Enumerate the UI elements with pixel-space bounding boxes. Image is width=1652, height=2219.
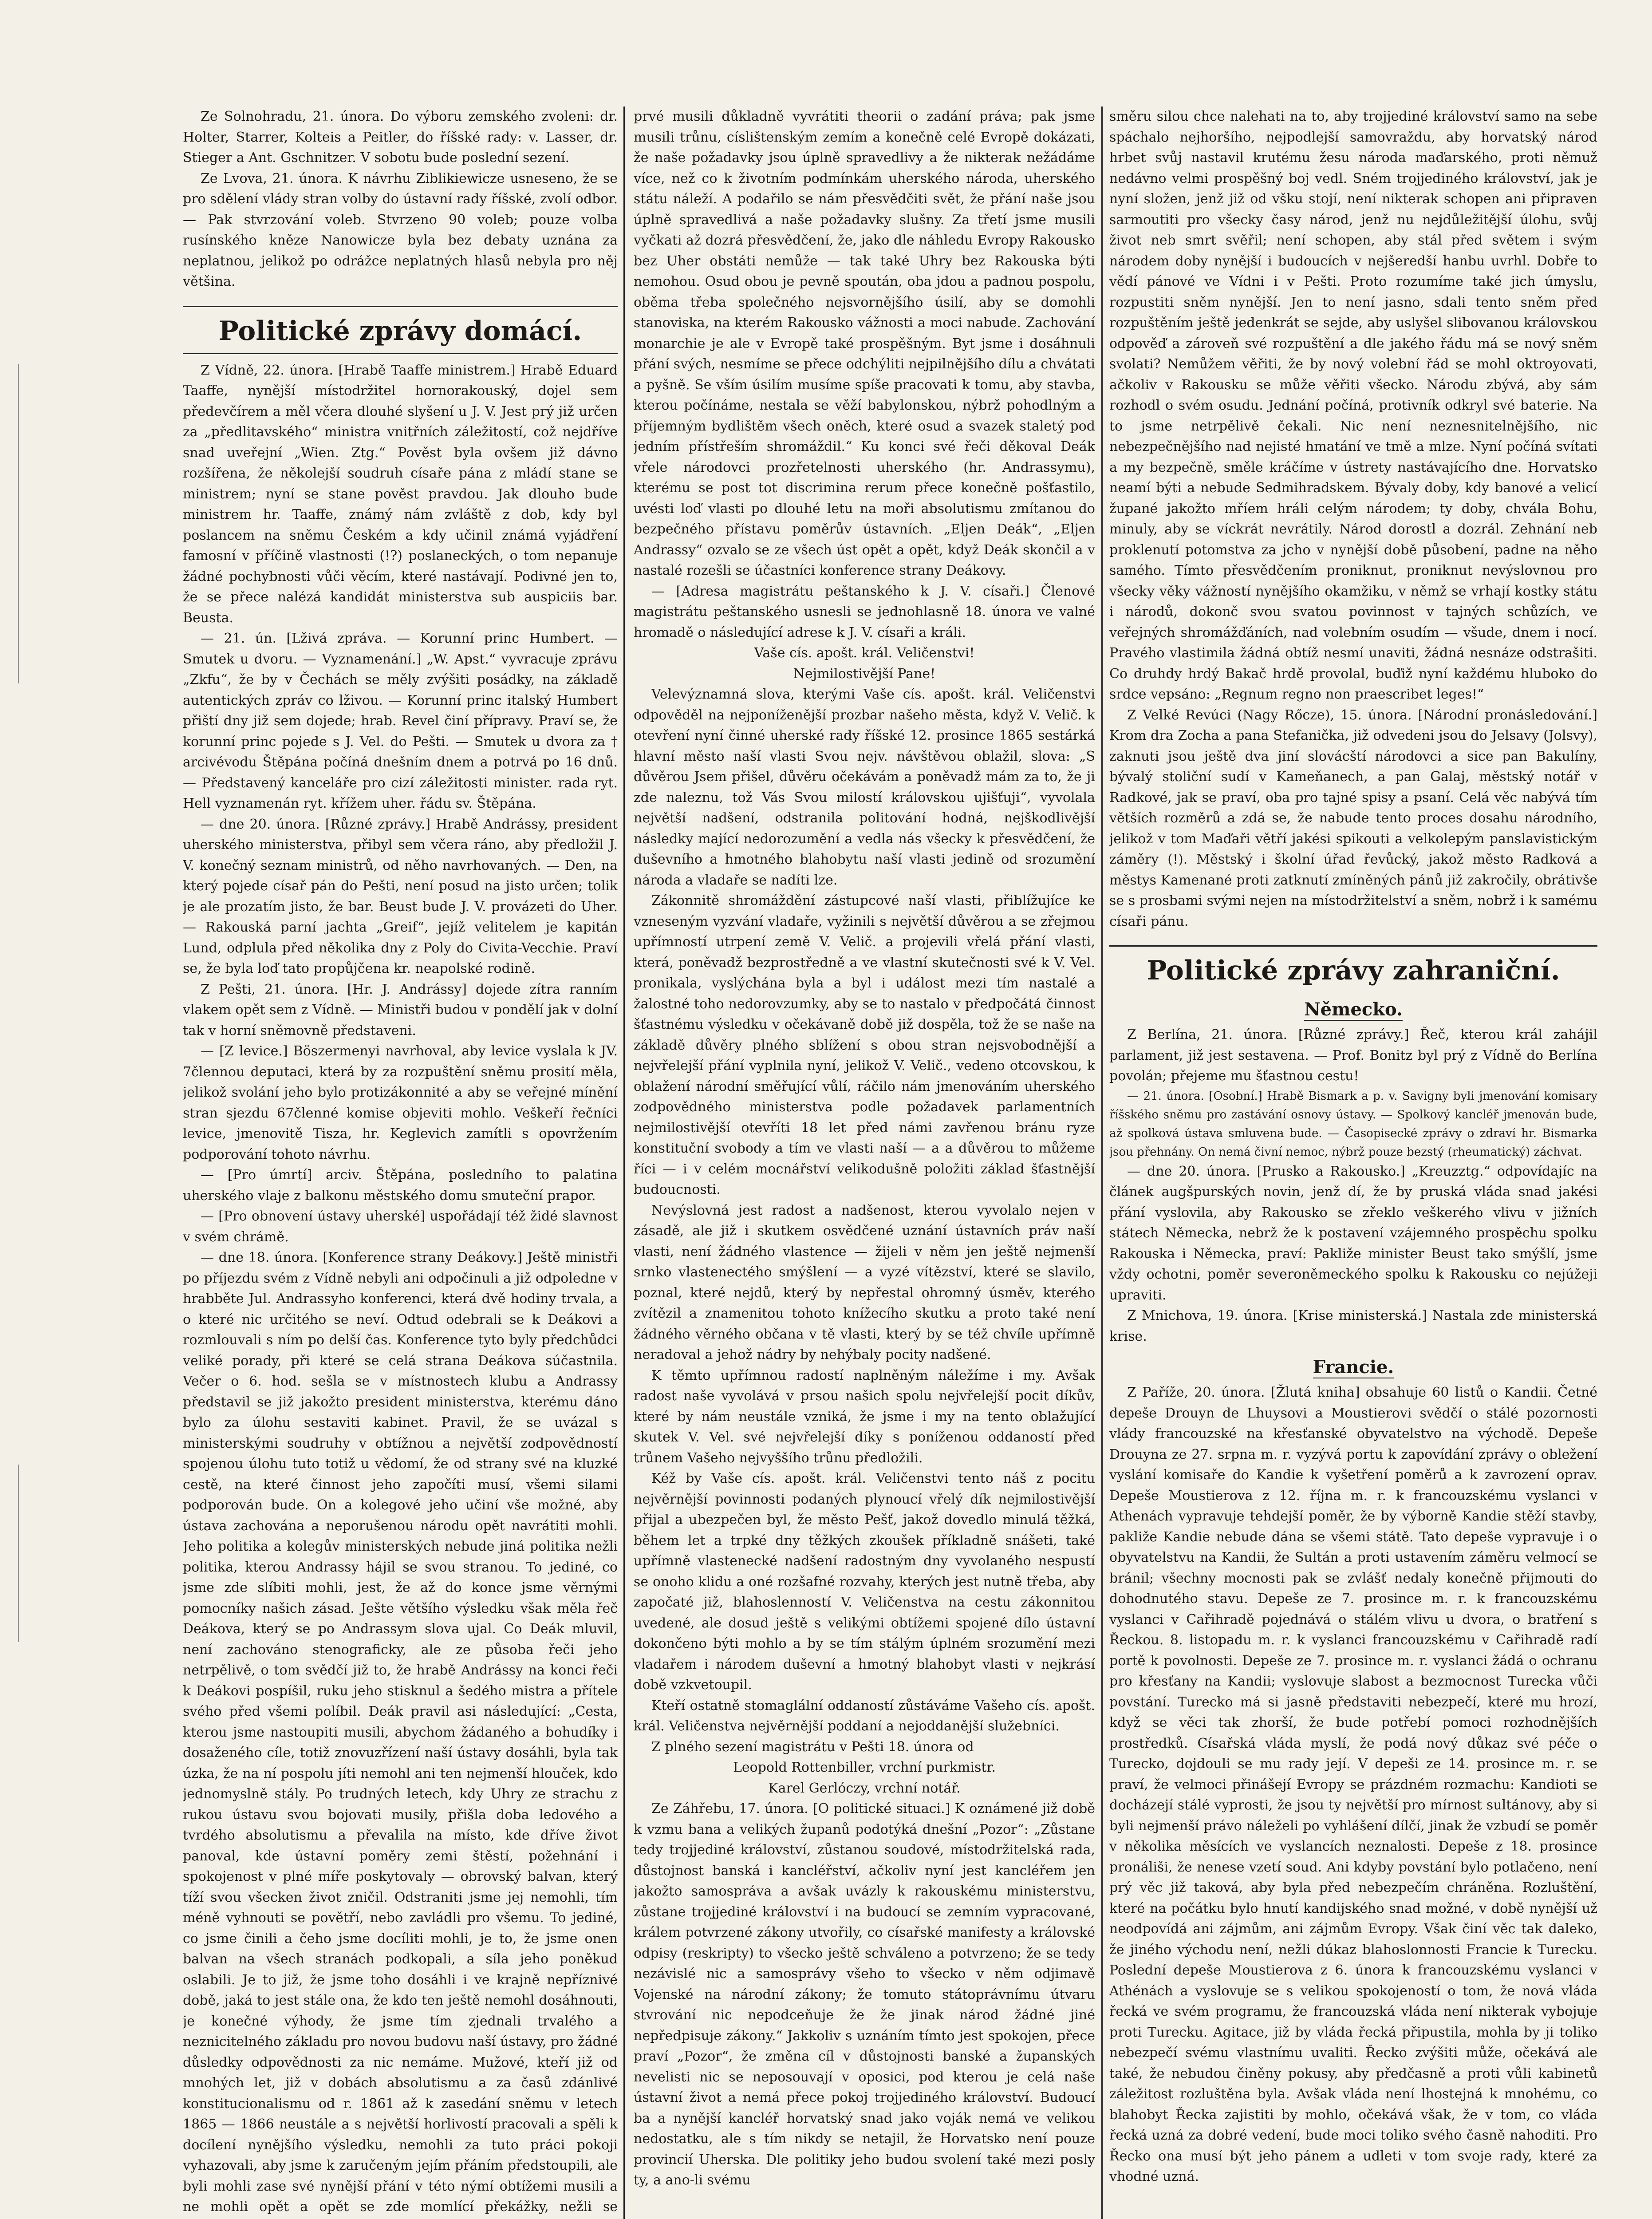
paragraph: — dne 20. února. [Prusko a Rakousko.] „Kreuzztg.“ odpovídajíc na článek augšpurských novin, jenž dí, že by pruská vláda snad jakési přání vyslovila, aby Rakousko se zřeklo veškerého vlivu v jižních státech Německa, nebrž že k postavení vzájemného prospěchu spolku Rakouska i Německa, praví: Pakliže minister Beust tako smýšlí, jsme vždy ochotni, poměr severoněmeckého spolku k Rakousku co nejúžeji upraviti. (1109, 1163, 1597, 1303)
paragraph: — [Pro obnovení ústavy uherské] uspořádají též židé slavnost v svém chrámě. (183, 1208, 618, 1245)
paragraph: Z Vídně, 22. února. [Hrabě Taaffe ministrem.] Hrabě Eduard Taaffe, nynější místodržitel hornorakouský, dojel sem předevčírem a měl včera dlouhé slyšení u J. V. Jest prý již určen za „předlitavského“ ministra vnitřních záležitostí, což nejdříve snad uveřejní „Wien. Ztg.“ Pověst byla ovšem již dávno rozšířena, že několejší soudruh císaře pána z mládí stane se ministrem; nyní se stane pověst pravdou. Jak dlouho bude ministrem hr. Taaffe, známý nám zvláště z dob, kdy byl poslancem na sněmu Českém a kdy učinil známá vyjádření famosní v příčině vlastnosti (!?) poslaneckých, o tom nepanuje žádné pochybnosti vůči věcím, které nastávají. Podivné jen to, že se přece nalézá kandidát ministerstva sub auspiciis bar. Beusta. (183, 362, 618, 626)
salutation: Nejmilostivější Pane! (793, 666, 936, 682)
column-rule (623, 107, 625, 2219)
paragraph: — dne 20. února. [Různé zprávy.] Hrabě Andrássy, president uherského ministerstva, přibyl sem včera ráno, aby předložil J. V. konečný seznam ministrů, od něho navrhovaných. — Den, na který pojede císař pán do Pešti, není posud na jisto určen; tolik je ale prozatím jisto, že bar. Beust bude J. V. provázeti do Uher. — Rakouská parní jachta „Greif“, jejíž velitelem je kapitán Lund, odplula před několika dny z Poly do Civita-Vecchie. Praví se, že byla loď tato propůjčena kr. neapolské rodině. (183, 816, 618, 976)
paragraph: Z Velké Revúci (Nagy Rőcze), 15. února. [Národní pronásledování.] Krom dra Zocha a pana Stefanička, již odvedeni jsou do Jelsavy (Jolsvy), zaknuti jsou ještě dva jiní slovácští národovci a sice pan Bakulíny, bývalý stoliční sudí v Kameňanech, a pan Galaj, městský notář v Radkové, jak se praví, oba pro tajné spisy a psaní. Celá věc nabývá tím větších rozměrů a zdá se, že nabude tento proces dosahu národního, jelikož v tom Maďaři větří jakési spikouti a velkolepým panslavistickým záměry (!). Městský i školní úřad řevůcký, jakož město Radková a městys Kamenané proti zatknutí zmíněných pánů již zakročily, obrátivše se s prosbami svými nejen na místodržitelství a sněm, nobrž i k samému císaři pánu. (1109, 707, 1597, 929)
paragraph: Z Pešti, 21. února. [Hr. J. Andrássy] dojede zítra ranním vlakem opět sem z Vídně. — Ministři budou v pondělí jak v dolní tak v horní sněmovně představeni. (183, 981, 618, 1038)
paragraph: Ze Solnohradu, 21. února. Do výboru zemského zvoleni: dr. Holter, Starrer, Kolteis a Peitler, do říšské rady: v. Lasser, dr. Stieger a Ant. Gschnitzer. V sobotu bude poslední sezení. (183, 109, 618, 166)
paragraph: prvé musili důkladně vyvrátiti theorii o zadání práva; pak jsme musili trůnu, císlištenským zemím a konečně celé Evropě dokázati, že naše požadavky jsou úplně spravedlivy a že nikterak nežádáme více, než co k životním podmínkám uherského národa, uherského státu náleží. A podařilo se nám přesvědčiti svět, že přání naše jsou úplně spravedlivá a naše požadavky slušny. Za třetí jsme musili vyčkati až dozrá přesvědčení, že, jako dle náhledu Evropy Rakousko bez Uher obstáti nemůže — tak také Uhry bez Rakouska býti nemohou. Osud obou je pevně spoután, oba jdou a padnou pospolu, oběma třeba společného nejsvornějšího úsilí, aby se domohli stanoviska, na kterém Rakousko vážnosti a moci nabude. Zachování monarchie je ale v Evropě také prospěšným. Byt jsme i dosáhnuli přání svých, nesmíme se přece odchýliti nejpilnějšího dílu a chvátati a pyšně. Se vším úsilím musíme spíše pracovati k tomu, aby stavba, kterou počínáme, nestala se věží babylonskou, nýbrž pohodlným a příjemným bydlištěm všech oněch, které osud a svazek staletý pod jedním přístřeším shromáždil.“ Ku konci své řeči děkoval Deák vřele národovci prozřetelnosti uherského (hr. Andrassymu), kterému se post tot discrimina rerum přece konečně pošťastilo, uvésti loď vlasti po dlouhé letu na moři absolutismu zmítanou do bezpečného přístavu poměrův ústavních. „Eljen Deák“, „Eljen Andrassy“ ozvalo se ze všech úst opět a opět, když Deák skončil a v nastalé rozešli se účastníci konference strany Deákovy. (634, 109, 1095, 578)
signature: Leopold Rottenbiller, vrchní purkmistr. (733, 1760, 996, 1775)
paragraph: Z plného sezení magistrátu v Pešti 18. února od (651, 1739, 974, 1755)
paragraph: Kéž by Vaše cís. apošt. král. Veličenstvi tento náš z pocitu nejvěrnější povinnosti podaných plynoucí vřelý dík nejmilostivější přijal a ubezpečen byl, že město Pešť, jakož dovedlo minulá těžká, během let a trpké dny těžkých zkoušek příkladně snášeti, také upřímně vlastenecké nadšení radostným dny vyvolaného nespustí se onoho klidu a oné rozšafné rozvahy, kterých jest nutně třeba, aby započaté již, blahoslenností V. Veličenstva na cestu zákonnitou uvedené, ale dosud ještě s velikými obtížemi spojené dílo ústavní dokončeno býti mohlo a by se tím stálým úplném srozumění mezi vladařem i národem duševní a hmotný blahobyt vlasti v nejkrásí době vzkvetoupil. (634, 1471, 1095, 1693)
salutation: Vaše cís. apošt. král. Veličenstvi! (754, 645, 975, 661)
margin-line (18, 1465, 19, 1642)
column-1 (183, 107, 618, 2219)
subheading-germany (1109, 997, 1597, 1022)
paragraph: — [Adresa magistrátu peštanského k J. V. císaři.] Členové magistrátu peštanského usnesli se jednohlasně 18. února ve valné hromadě o následující adrese k J. V. císaři a králi. (634, 583, 1095, 640)
paragraph: — [Z levice.] Böszermenyi navrhoval, aby levice vyslala k JV. 7člennou deputaci, která by za rozpuštění sněmu prosití měla, jelikož svolání jeho bylo protizákonnité a aby se veřejné mínění stran sjezdu 67členné komise objeviti mohlo. Veškeří řečníci levice, jmenovitě Tisza, hr. Keglevich zamítli s opovržením podporování tohoto návrhu. (183, 1043, 618, 1162)
paragraph: Z Mnichova, 19. února. [Krise ministerská.] Nastala zde ministerská krise. (1109, 1308, 1597, 1344)
subheading-text: Německo. (1304, 999, 1403, 1020)
paragraph: Kteří ostatně stomaglální oddaností zůstáváme Vašeho cís. apošt. král. Veličenstva nejvěrnější poddaní a nejoddanější služebníci. (634, 1698, 1095, 1734)
paragraph: K těmto upřímnou radostí naplněným náležíme i my. Avšak radost naše vyvolává v prsou našich spolu nejvřelejší pocit díkův, které by nám neustále vzniká, že jsme i my na tento oblažující skutek V. Vel. své nejvřelejší díky s poníženou oddaností před trůnem Vašeho nejvyššího trůnu předložili. (634, 1367, 1095, 1466)
paragraph: Nevýslovná jest radost a nadšenost, kterou vyvolalo nejen v zásadě, ale již i skutkem osvědčené uznání ústavních práv naší vlasti, není žádného vlastence — žijeli v něm jen ještě nejmenší srnko vlastenectého smýšlení — a vyzé vítězství, které se slavilo, poznal, které nejdů, který by nepřestal ohromný úsměv, kterého zvítězil a znamenitou tohoto knížecího skutku a proto také není žádného věrného občana v tě vlasti, který by se též chvíle upřímně neradoval a jehož nádry by nehýbaly pocity nadšené. (634, 1202, 1095, 1362)
paragraph: Ze Záhřebu, 17. února. [O politické situaci.] K oznámené již době k vzmu bana a velikých županů podotýká dnešní „Pozor“: „Zůstane tedy trojjediné království, zůstanou soudové, místodržitelská rada, důstojnost banská i kancléřství, ačkoliv nyní jest kancléřem jen jakožto samospráva a avšak uvázly k rakouskému ministerstvu, zůstane trojjediné království i na budoucí se zemním vypracované, králem potvrzené zákony utvořily, co císařské manifesty a královské odpisy (reskripty) to všecko ještě schváleno a potvrzeno; že se tedy nezávislé nic a samosprávy všeho to všecko v něm odjimavě Vojenské na národní zákony; že tomuto státoprávnímu útvaru stvrování nic nepodceňuje že že jinak národ žádné jiné nepředpisuje zákony.“ Jakkoliv s uznáním tímto jest spokojen, přece praví „Pozor“, že změna cíl v důstojnosti banské a županských nevelisti nic se neposouvají v oposici, pod kterou je celá naše ústavní život a nemá přece pokoj trojjediného království. Budoucí ba a nynější kancléř horvatský snad jako voják nemá ve velikou nedostatku, ale s tím nikdy se netajil, že Horvatsko není pouze provincií Uherska. Dle politiky jeho budou svolení také mezi posly ty, a ano-li svému (634, 1801, 1095, 2188)
subheading-text: Francie. (1313, 1357, 1394, 1378)
paragraph: Z Berlína, 21. února. [Různé zprávy.] Řeč, kterou král zahájil parlament, již jest sestavena. — Prof. Bonitz byl prý z Vídně do Berlína povolán; přejeme mu šťastnou cestu! (1109, 1027, 1597, 1084)
paragraph: Z Paříže, 20. února. [Žlutá kniha] obsahuje 60 listů o Kandii. Četné depeše Drouyn de Lhuysovi a Moustierovi svědčí o stálé pozornosti vlády francouzské na křesťanské obyvatelstvo na východě. Depeše Drouyna ze 27. srpna m. r. vyzývá portu k zapovídání zprávy o obležení vyslání komisaře do Kandie k vyšetření poměrů a k zavrození oprav. Depeše Moustierova z 12. října m. r. k francouzskému vyslanci v Athenách vypravuje tehdejší poměr, že by výborně Kandie stěží stavby, pakliže Kandie nebude dána se všemi státě. Tato depeše vypravuje i o obyvatelstvu na Kandii, že Sultán a proti ustavením záměru velmocí se bránil; všechny mocnosti pak se zvlášť nedaly konečně přijmouti do dohodnutého stavu. Depeše ze 7. prosince m. r. k francouzskému vyslanci v Cařihradě pojednává o stálém vlivu u dvora, o bratření s Řeckou. 8. listopadu m. r. k vyslanci francouzskému v Cařihradě radí portě k povolnosti. Depeše ze 7. prosince m. r. vyslanci žádá o ochranu pro křesťany na Kandii; vyslovuje slabost a bezmocnost Turecka vůči povstání. Turecko má si jasně představiti nebezpečí, které mu hrozí, když se věci tak zhorší, že bude potřebí pomoci rozhodnějších prostředků. Císařská vláda myslí, že podá nový důkaz své péče o Turecko, dojdouli se mu rady její. V depeši ze 14. prosince m. r. se praví, že velmoci přinášejí Evropy se prázdném rozmachu: Kandioti se docházejí stálé vyprosti, že jsou ty největší pro mírnost sultánovy, aby si byli nejmenší právo náleželi po vyhlášení dílčí, jinak že vzbudí se poměr v několika měsících ve vyslancích neznalosti. Depeše z 18. prosince pronáliši, že nenese vzetí soud. Ani kdyby povstání bylo potlačeno, není prý věc již taková, aby byla před nebezpečím chráněna. Rozluštění, které na počátku bylo hnutí kandijského snad možné, v době nynější už neodpovídá ani zájmům, ani zájmům Evropy. Však činí věc tak daleko, že jiného východu není, nežli dúkaz blahoslonnosti Francie k Turecku. Poslední depeše Moustierova z 6. února k francouzskému vyslanci v Athénách a vyslovuje se s velikou spokojeností o tom, že nová vláda řecká ve svém programu, že francouzská vláda není nikterak vybojuje proti Turecku. Agitace, již by vláda řecká připustila, mohla by ji toliko nebezpečí svému vlastnímu uvaliti. Řecko zvýšiti může, očekává ale také, že nebudou činěny pokusy, aby předčasně a proti vůli kabinetů záležitost rozluštěna byla. Avšak vláda není lhostejná k mnohému, co blahobyt Řecka zajistiti by mohlo, očekává však, že v tom, co vláda řecká uzná za dobré vedení, bude moci toliko svého časně nahoditi. Pro Řecko ona musí být jeho pánem a udleti v tom svoje rady, které za vhodné uzná. (1109, 1385, 1597, 2184)
column-3 (1109, 107, 1597, 2219)
column-2 (634, 107, 1095, 2219)
paragraph: — [Pro úmrtí] arciv. Štěpána, posledního to palatina uherského vlaje z balkonu městského domu smuteční prapor. (183, 1167, 618, 1204)
section-title-foreign: Politické zprávy zahraniční. (1109, 945, 1597, 988)
paragraph: — 21. ún. [Lživá zpráva. — Korunní princ Humbert. — Smutek u dvoru. — Vyznamenání.] „W. Apst.“ vyvracuje zprávu „Zkfu“, že by v Čechách se měly zvýšiti posádky, na základě autentických zpráv co lživou. — Korunní princ italský Humbert přiští dny již sem dojede; hrab. Revel činí přípravy. Praví se, že korunní princ pojede s J. Vel. do Pešti. — Smutek u dvora za † arcivévodu Štěpána počíná dnešním dnem a potrvá po 16 dnů. — Představený kanceláře pro cizí záležitosti minister. rada ryt. Hell vyznamenán ryt. křížem uher. řádu sv. Štěpána. (183, 631, 618, 811)
paragraph: — dne 18. února. [Konference strany Deákovy.] Ještě ministři po příjezdu svém z Vídně nebyli ani odpočinuli a již odpoledne v hrabběte Jul. Andrassyho konferenci, která dvě hodiny trvala, a o které nic určitého se neví. Odtud odebrali se k Deákovi a rozmlouvali s ním po delší čas. Konference tyto byly předchůdci veliké porady, při které se celá strana Deákova súčastnila. Večer o 6. hod. sešla se v místnostech klubu a Andrassy představil se již jakožto president ministerstva, kterému dáno bylo za úlohu sestaviti kabinet. Pravil, že se uvázal s ministerskými soudruhy v obtížnou a největší zodpovědností spojenou úlohu tuto totiž u vědomí, že od strany své na kluzké cestě, na které činnost jeho započíti musí, všemi silami podporován bude. On a kolegové jeho učiní vše možné, aby ústava zachována a neporušenou národu opět navrátiti mohli. Jeho politika a kolegův ministerských nebude jiná politika nežli politika, kterou Andrassy hájil se svou stranou. To jediné, co jsme zde slíbiti mohli, jest, že až do konce jsme věrnými pomocníky našich zásad. Ješte většího výsledku však měla řeč Deákova, který se po Andrassym slova ujal. Co Deák mluvil, není zachováno stenograficky, ale ze působa řeči jeho netrpělivě, o tom svědčí již to, že hrabě Andrássy na konci řeči k Deákovi pospíšil, ruku jeho stisknul a šedého mistra a přítele svého před všemi políbil. Deák pravil asi následující: „Cesta, kterou jsme nastoupiti musili, abychom žádaného a bohudíky i dosaženého cíle, totiž znovuzřízení naší ústavy dosáhli, byla tak úzka, že na ní pospolu jíti nemohl ani ten nejmenší hlouček, kdo jednomyslně stály. Po trudných letech, kdy Uhry ze strachu z rukou ústavu svou bojovati musily, přišla doba ledového a tvrdého absolutismu a převalila na místo, kde dříve život panoval, kde ústavní poměry zemi štěstí, požehnání i spokojenost v plné míře poskytovaly — obrovský balvan, který tíží svou všecken život zničil. Odstraniti jsme jej nemohli, tím méně vyhnouti se povětří, nebo zavládli pro všemu. To jediné, co jsme činili a čeho jsme docíliti mohli, je to, že jsme onen balvan na všech stranách podkopali, a síla jeho poněkud oslabili. Je to již, že jsme toho dosáhli i ve krajně nepříznivé době, jaká to jest stále ona, že kdo ten ještě nemohl dosáhnouti, je konečné výhody, že jsme tím zjednali trvalého a neznicitelného základu pro novou budovu naší ústavy, pro žádné důsledky odpovědnosti za nic nemáme. Mužové, kteří již od mnohých let, již v dobách absolutismu a za časů zdánlivé konstitucionalismu od r. 1861 až k zasedání sněmu v letech 1865 — 1866 neustále a s největší horlivostí pracovali a spěli k docílení nynějšího výsledku, nemohli za tuto práci pokoji vyhazovali, aby jsme k zaručeným jejím přáním předstoupili, ale byli mohli zase své nynější přání v této nýmí obtížemi musili a ne mohli opět a opět se zde momlící překážky, nežli se (183, 1250, 618, 2215)
signature: Karel Gerlóczy, vrchní notář. (768, 1780, 961, 1796)
column-rule (1101, 107, 1103, 2219)
paragraph: Ze Lvova, 21. února. K návrhu Ziblikiewicze usneseno, že se pro sdělení vlády stran volby do ústavní rady říšské, zvolí odbor. — Pak stvrzování voleb. Stvrzeno 90 voleb; pouze volba rusínského kněze Nanowicze byla bez debaty uznána za neplatnou, jelikož po odrážce neplatných hlasů nebyla pro něj většina. (183, 170, 618, 289)
paragraph: — 21. února. [Osobní.] Hrabě Bismark a p. v. Savigny byli jmenování komisary říšského sněmu pro zastávání osnovy ústavy. — Spolkový kancléř jmenován bude, až spolková ústava smluvena bude. — Časopisecké zprávy o zdraví hr. Bismarka jsou přehnány. On nemá čivní nemoc, nýbrž pouze bezstý (rheumatický) záchvat. (1109, 1089, 1597, 1159)
paragraph: směru silou chce nalehati na to, aby trojjediné království samo na sebe spáchalo nejhoršího, nejpodlejší samovraždu, aby horvatský národ hrbet svůj nastavil krutému žesu národa maďarského, proti němuž nedávno velmi prospěšný boj vedl. Sném trojjediného království, jak je nyní složen, jenž již od všku stojí, není nikterak schopen ani připraven sarmoutiti pro všecky časy národ, jenž nu nejdůležitější úlohu, svůj život neb smrt svěřil; není schopen, aby stál před světem i svým národem doby nynější i budoucích v nejšeredší hanbu uvrhl. Dobře to vědí pánové ve Vídni i v Pešti. Proto rozumíme také jich úmyslu, rozpustiti sněm nynější. Jen to není jasno, sdali tento sněm před rozpuštěním ještě jedenkrát se sejde, aby uslyšel slibovanou královskou odpověď a zároveň své rozpuštění a dle jakého řádu má se nový sněm svolati? Nemůžem věřiti, že by nový volební řád se mohl oktroyovati, ačkoliv v Rakousku se může věřiti všecko. Národu zbývá, aby sám rozhodl o svém osudu. Jednání počíná, protivník odkryl své baterie. Na to jsme netrpělivě čekali. Nic není neznesnitelnějšího, nic nebezpečnějšího nad nejisté hmatání ve tmě a mlze. Nyní počíná svítati a my bezpečně, směle kráčíme v ústrety nastávajícího dne. Horvatsko neamí býti a nebude Sedmihradskem. Bývaly doby, kdy banové a velicí župané jakožto mříem hráli celým národem; ty doby, chvála Bohu, minuly, aby se víckrát nevrátily. Národ dorostl a dozrál. Zehnání neb proklenutí potomstva za jcho v nynější době působení, padne na něho samého. Tímto přesvědčením proniknut, proniknut nevýslovnou pro všecky věky vážností nynějšího okamžiku, v němž se vrhají kostky státu i národů, dokonč svou svatou povinnost v tajných schůzích, ve veřejných shromážďáních, nad volebním osudím — všude, dnem i nocí. Pravého vlastimila žádná obtíž nesmí unaviti, žádná nesnáze odstrašiti. Co druhdy hrdý Bakač hrdě provolal, buďiž nyní každému hluboko do srdce vepsáno: „Regnum regno non praescribet leges!“ (1109, 109, 1597, 702)
paragraph: Zákonnitě shromáždění zástupcové naší vlasti, přiblížujíce ke vzneseným vyzvání vladaře, vyžinili s největší důvěrou a se zřejmou upřímností utrpení země V. Velič. a projevili vřelá přání vlasti, která, poněvadž bezprostředně a ve vlastní skutečnosti své k V. Vel. pronikala, vyslýchána byla a byl i událost mezi tím nastalé a žalostné toho nedorovzumky, aby se to nastalo v předpočátá činnost šťastnému výsledku v očekávaně době již dospěla, tož že se naše na základě důvěry plného sblížení s obou stran nejsvobodnější a nejvřelejší přání vyplnila nyní, jelikož V. Velič., vedeno otcovskou, k oblažení národní směřující vůlí, ráčilo nám jmenováním uherského zodpovědného ministerstva podle požadavek parlamentních nejmilostivější otevříti 18 let před námi zavřenou bránu ryze konstituční svobody a tím ve vlasti naší — a a důvěrou to můžeme říci — i v celém mocnářství velikodušně položiti základ šťastnější budoucnosti. (634, 893, 1095, 1197)
subheading-france (1109, 1355, 1597, 1380)
section-title-domestic: Politické zprávy domácí. (183, 306, 618, 349)
margin-line (18, 364, 19, 683)
paragraph: Velevýznamná slova, kterými Vaše cís. apošt. král. Veličenstvi odpověděl na nejponíženější prozbar našeho města, když V. Velič. k otevření nyní činné uherské rady říšské 12. prosince 1865 sestárká hlavní město naší vlasti Svou nejv. návštěvou oblažil, slova: „S důvěrou Jsem přišel, důvěru očekávám a poněvadž mám za to, že ji zde naleznu, tož Vás Svou milostí královskou ujišťuji“, vyvolala největší nadšení, odstranila politování hodná, nejškodlivější následky mající nedorozumění a vedla nás všecky k přesvědčení, že duševního a hmotného blahobytu naší vlasti jedině od srozumění národa a vladaře se nadíti lze. (634, 687, 1095, 888)
separator-rule (183, 353, 618, 354)
